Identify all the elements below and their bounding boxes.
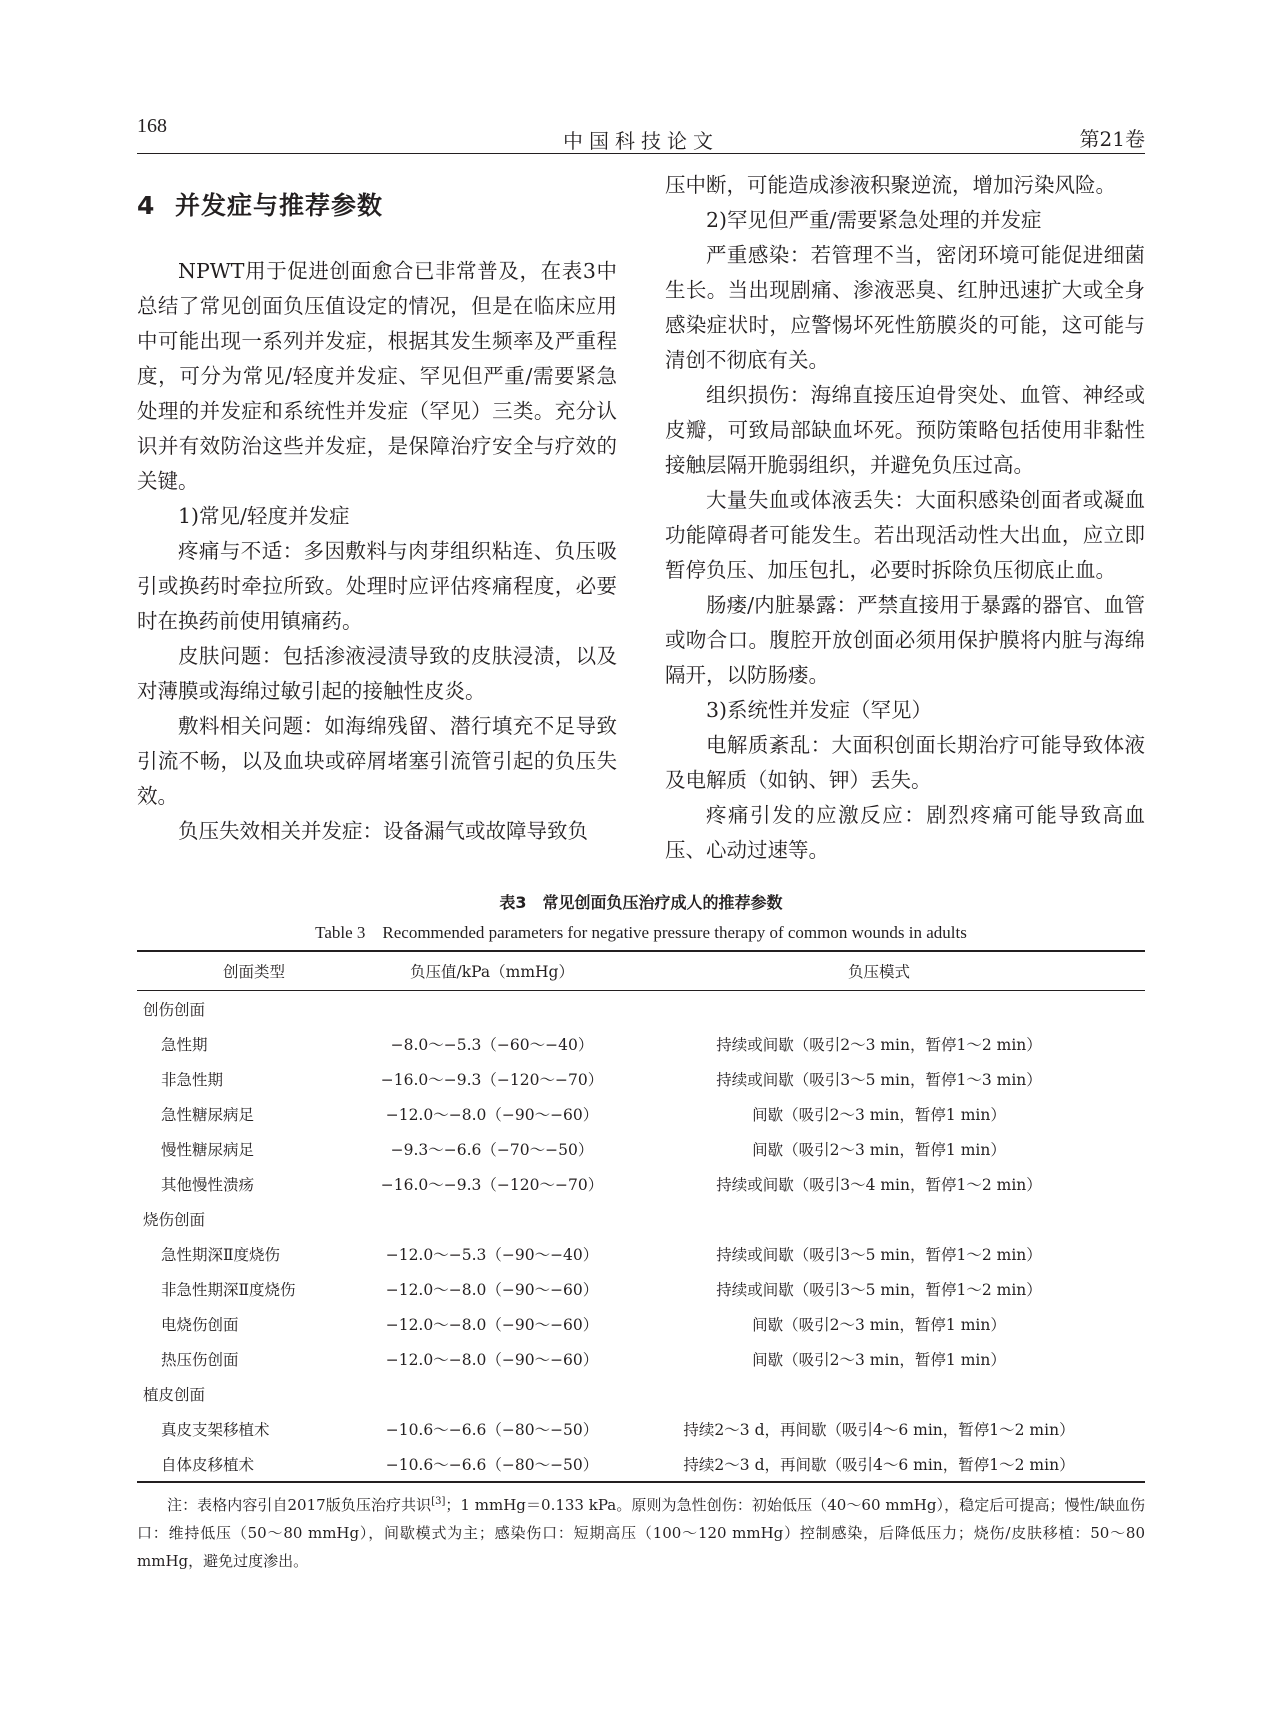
table-group-row [137, 991, 1145, 1027]
subheading: 3)系统性并发症（罕见） [706, 698, 933, 722]
cell-mode: 持续2～3 d，再间歇（吸引4～6 min，暂停1～2 min） [683, 1420, 1075, 1439]
group-label: 植皮创面 [143, 1385, 206, 1404]
cell-wound-type: 非急性期 [161, 1070, 224, 1089]
table-note [137, 1488, 1145, 1575]
cell-wound-type: 热压伤创面 [161, 1350, 239, 1369]
cell-wound-type: 其他慢性溃疡 [161, 1175, 255, 1194]
cell-mode: 间歇（吸引2～3 min，暂停1 min） [752, 1350, 1006, 1369]
header-mode: 负压模式 [847, 963, 910, 981]
header-pressure: 负压值/kPa（mmHg） [410, 963, 574, 981]
cell-mode: 间歇（吸引2～3 min，暂停1 min） [752, 1105, 1006, 1124]
cell-wound-type: 非急性期深Ⅱ度烧伤 [161, 1280, 296, 1299]
paragraph-continuation: 压中断，可能造成渗液积聚逆流，增加污染风险。 [665, 173, 1116, 197]
paragraph: 皮肤问题：包括渗液浸渍导致的皮肤浸渍，以及对薄膜或海绵过敏引起的接触性皮炎。 [137, 644, 617, 703]
note-text: ；1 mmHg＝0.133 kPa。原则为急性创伤：初始低压（40～60 mmHg），稳定后可提高；慢性/缺血伤口：维持低压（50～80 mmHg），间歇模式为主；感染伤口：短期高压（100～120 mmHg）控制感染，后降低压力；烧伤/皮肤移植：50～80 mmHg，避免过度渗出。 [137, 1496, 1146, 1570]
cell-pressure: −12.0～−8.0（−90～−60） [385, 1280, 599, 1299]
journal-name: 中国科技论文 [563, 129, 719, 153]
cell-wound-type: 真皮支架移植术 [161, 1420, 270, 1439]
section-number: 4 [137, 191, 156, 220]
cell-wound-type: 急性糖尿病足 [161, 1105, 255, 1124]
group-label: 创伤创面 [143, 1000, 206, 1019]
table-caption-en: Table 3 Recommended parameters for negative pressure therapy of common wounds in adults [315, 923, 967, 942]
paragraph: 负压失效相关并发症：设备漏气或故障导致负 [178, 819, 588, 843]
page-number: 168 [137, 115, 167, 137]
table-group-row [137, 1201, 1145, 1236]
cell-mode: 持续或间歇（吸引2～3 min，暂停1～2 min） [716, 1035, 1042, 1054]
paragraph: 疼痛与不适：多因敷料与肉芽组织粘连、负压吸引或换药时牵拉所致。处理时应评估疼痛程度，必要时在换药前使用镇痛药。 [137, 539, 617, 633]
table-row [137, 1411, 1145, 1446]
subheading: 2)罕见但严重/需要紧急处理的并发症 [706, 208, 1042, 232]
paragraph: 疼痛引发的应激反应：剧烈疼痛可能导致高血压、心动过速等。 [665, 803, 1145, 862]
table-row [137, 1026, 1145, 1061]
table-row [137, 1446, 1145, 1482]
cell-mode: 持续或间歇（吸引3～5 min，暂停1～3 min） [716, 1070, 1042, 1089]
cell-pressure: −12.0～−8.0（−90～−60） [385, 1105, 599, 1124]
page-header [137, 113, 1145, 154]
volume-label: 第21卷 [1079, 127, 1145, 151]
table-body [137, 991, 1145, 1483]
cell-pressure: −12.0～−8.0（−90～−60） [385, 1350, 599, 1369]
parameters-table [137, 950, 1145, 1483]
cell-pressure: −16.0～−9.3（−120～−70） [380, 1070, 604, 1089]
cell-pressure: −12.0～−5.3（−90～−40） [385, 1245, 599, 1264]
cell-pressure: −16.0～−9.3（−120～−70） [380, 1175, 604, 1194]
cell-wound-type: 急性期 [161, 1035, 208, 1054]
table-row [137, 1236, 1145, 1271]
paragraph: 组织损伤：海绵直接压迫骨突处、血管、神经或皮瓣，可致局部缺血坏死。预防策略包括使用非黏性接触层隔开脆弱组织，并避免负压过高。 [665, 383, 1145, 477]
table-header-row [137, 951, 1145, 991]
paragraph: 严重感染：若管理不当，密闭环境可能促进细菌生长。当出现剧痛、渗液恶臭、红肿迅速扩大或全身感染症状时，应警惕坏死性筋膜炎的可能，这可能与清创不彻底有关。 [665, 243, 1145, 372]
cell-mode: 间歇（吸引2～3 min，暂停1 min） [752, 1315, 1006, 1334]
cell-mode: 间歇（吸引2～3 min，暂停1 min） [752, 1140, 1006, 1159]
cell-pressure: −8.0～−5.3（−60～−40） [390, 1035, 594, 1054]
note-reference: [3] [431, 1496, 446, 1507]
table-caption-cn: 表3 常见创面负压治疗成人的推荐参数 [499, 893, 783, 912]
note-text: 注：表格内容引自2017版负压治疗共识 [167, 1496, 432, 1514]
table-row [137, 1166, 1145, 1201]
cell-mode: 持续或间歇（吸引3～5 min，暂停1～2 min） [716, 1280, 1042, 1299]
right-column [665, 168, 1145, 868]
cell-pressure: −12.0～−8.0（−90～−60） [385, 1315, 599, 1334]
paragraph: NPWT用于促进创面愈合已非常普及，在表3中总结了常见创面负压值设定的情况，但是在临床应用中可能出现一系列并发症，根据其发生频率及严重程度，可分为常见/轻度并发症、罕见但严重/需要紧急处理的并发症和系统性并发症（罕见）三类。充分认识并有效防治这些并发症，是保障治疗安全与疗效的关键。 [137, 259, 617, 493]
cell-wound-type: 电烧伤创面 [161, 1315, 239, 1334]
cell-mode: 持续2～3 d，再间歇（吸引4～6 min，暂停1～2 min） [683, 1455, 1075, 1474]
subheading: 1)常见/轻度并发症 [178, 504, 350, 528]
cell-mode: 持续或间歇（吸引3～4 min，暂停1～2 min） [716, 1175, 1042, 1194]
cell-pressure: −9.3～−6.6（−70～−50） [390, 1140, 594, 1159]
cell-pressure: −10.6～−6.6（−80～−50） [385, 1420, 599, 1439]
section-title-text: 并发症与推荐参数 [175, 191, 384, 220]
header-wound-type: 创面类型 [222, 963, 285, 981]
table-row [137, 1306, 1145, 1341]
paragraph: 敷料相关问题：如海绵残留、潜行填充不足导致引流不畅，以及血块或碎屑堵塞引流管引起的负压失效。 [137, 714, 617, 808]
table-row [137, 1271, 1145, 1306]
table-row [137, 1131, 1145, 1166]
cell-wound-type: 慢性糖尿病足 [161, 1140, 255, 1159]
section-title [137, 188, 617, 224]
paragraph: 大量失血或体液丢失：大面积感染创面者或凝血功能障碍者可能发生。若出现活动性大出血，应立即暂停负压、加压包扎，必要时拆除负压彻底止血。 [665, 488, 1145, 582]
cell-mode: 持续或间歇（吸引3～5 min，暂停1～2 min） [716, 1245, 1042, 1264]
table-row [137, 1061, 1145, 1096]
cell-pressure: −10.6～−6.6（−80～−50） [385, 1455, 599, 1474]
table-row [137, 1341, 1145, 1376]
group-label: 烧伤创面 [143, 1210, 206, 1229]
left-column [137, 168, 617, 849]
paragraph: 肠瘘/内脏暴露：严禁直接用于暴露的器官、血管或吻合口。腹腔开放创面必须用保护膜将内脏与海绵隔开，以防肠瘘。 [665, 593, 1145, 687]
cell-wound-type: 急性期深Ⅱ度烧伤 [161, 1245, 281, 1264]
paragraph: 电解质紊乱：大面积创面长期治疗可能导致体液及电解质（如钠、钾）丢失。 [665, 733, 1145, 792]
cell-wound-type: 自体皮移植术 [161, 1455, 255, 1474]
table-container [137, 950, 1145, 1483]
table-row [137, 1096, 1145, 1131]
table-group-row [137, 1376, 1145, 1411]
